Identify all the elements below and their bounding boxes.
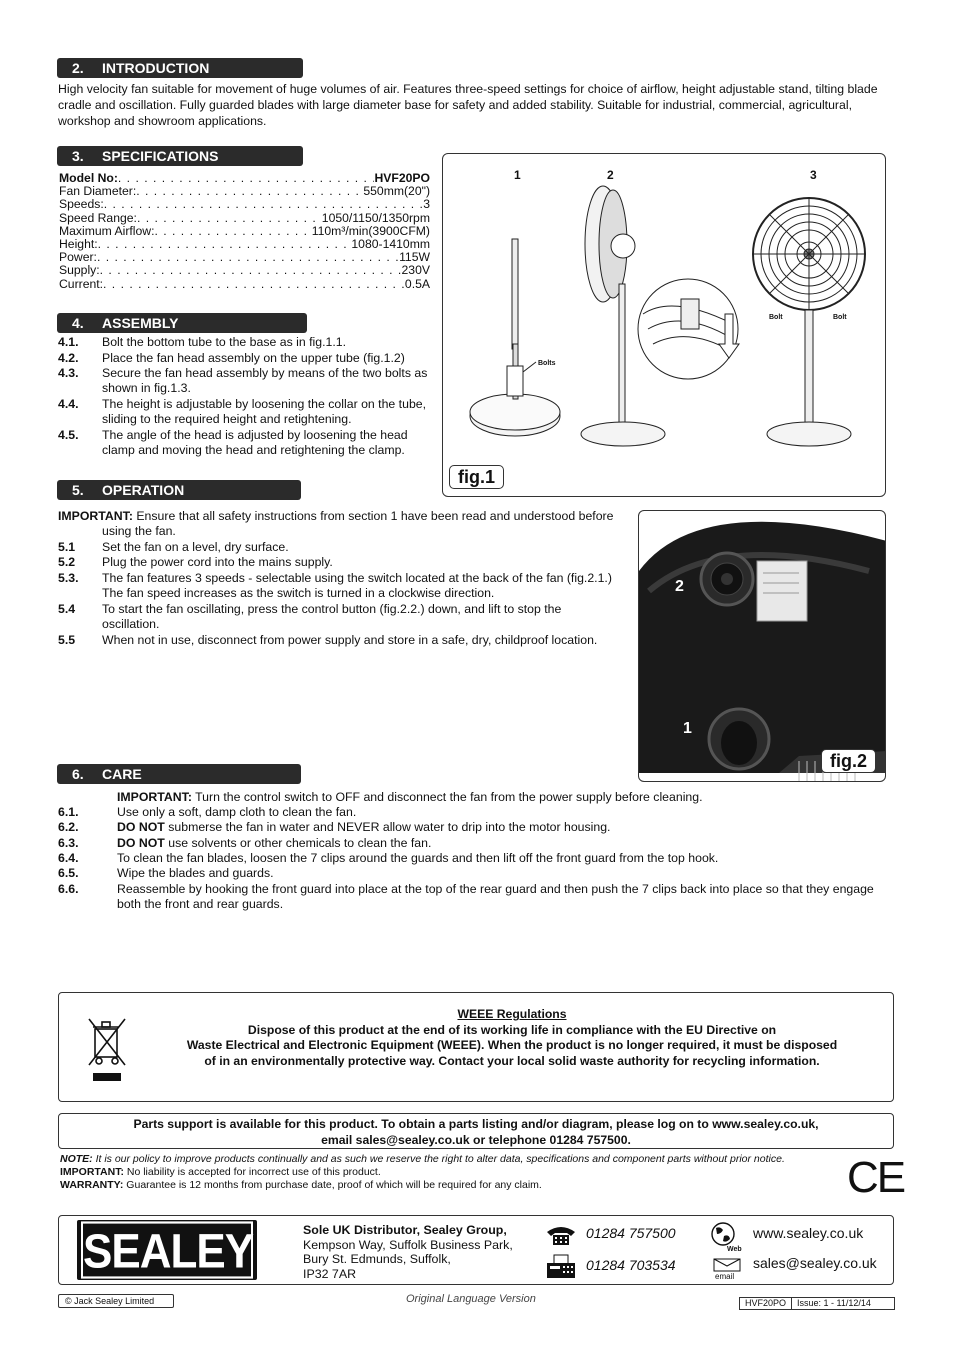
list-item — [58, 571, 622, 602]
note-text: It is our policy to improve products continually and as such we reserve the right to alter data, specifications and component parts without prior notice. — [92, 1153, 785, 1165]
spec-row — [59, 225, 430, 238]
item-body: Plug the power cord into the mains supply. — [102, 555, 333, 570]
item-number: 6.2. — [58, 820, 79, 835]
figure-1 — [442, 153, 886, 497]
item-number: 4.1. — [58, 335, 79, 349]
notes-block — [60, 1153, 820, 1192]
copyright-box — [58, 1294, 174, 1308]
item-text — [102, 397, 432, 428]
item-number: 4.5. — [58, 428, 79, 442]
section-title: ASSEMBLY — [102, 315, 179, 331]
spec-key: Fan Diameter: — [59, 185, 137, 199]
sealey-logo — [77, 1220, 257, 1280]
spec-row — [59, 264, 430, 277]
weee-title: WEEE Regulations — [457, 1007, 567, 1021]
spec-key: Speeds: — [59, 198, 104, 212]
notes-important-text: No liability is accepted for incorrect use of this product. — [123, 1166, 381, 1178]
email-link[interactable]: sales@sealey.co.uk — [753, 1255, 877, 1271]
item-text — [102, 335, 432, 350]
section-header-specifications — [57, 146, 303, 166]
fig1-label-2: 2 — [607, 168, 614, 182]
item-text — [102, 428, 432, 459]
list-item — [58, 428, 432, 459]
parts-line-2: email sales@sealey.co.uk or telephone 01284 757500. — [321, 1132, 631, 1147]
weee-box — [58, 992, 894, 1102]
section-number: 4. — [72, 315, 84, 331]
fan-assembly-illustration — [443, 154, 886, 497]
list-item — [58, 882, 897, 913]
fax-icon — [545, 1254, 577, 1280]
parts-support-box — [58, 1113, 894, 1149]
list-item — [58, 366, 432, 397]
item-number: 6.4. — [58, 850, 79, 865]
spec-value: 3 — [423, 198, 430, 212]
item-text — [102, 602, 622, 633]
weee-line-1: Dispose of this product at the end of its working life in compliance with the EU Directive on — [247, 1022, 777, 1037]
section-title: OPERATION — [102, 482, 185, 498]
spec-key: Model No: — [59, 172, 118, 185]
parts-line-1: Parts support is available for this product. To obtain a parts listing and/or diagram, please log on to www.sealey.co.uk, — [133, 1117, 819, 1131]
item-text — [117, 820, 897, 835]
item-number: 6.3. — [58, 835, 79, 850]
address-line-3: IP32 7AR — [303, 1266, 357, 1281]
item-number: 5.3. — [58, 570, 79, 585]
fax-number[interactable]: 01284 703534 — [586, 1257, 676, 1273]
spec-dot-leader — [154, 225, 311, 238]
item-number: 4.3. — [58, 366, 79, 380]
spec-dot-leader — [118, 172, 375, 185]
item-body: submerse the fan in water and NEVER allow water to drip into the motor housing. — [164, 820, 611, 835]
item-body: When not in use, disconnect from power supply and store in a safe, dry, childproof location. — [102, 632, 598, 647]
item-text — [117, 851, 897, 866]
item-body: Wipe the blades and guards. — [117, 866, 274, 881]
list-item — [58, 335, 432, 351]
item-text — [117, 805, 897, 820]
fig2-label-2: 2 — [675, 578, 684, 595]
spec-row — [59, 278, 430, 291]
important-label: IMPORTANT: — [58, 509, 133, 523]
warranty-text: Guarantee is 12 months from purchase date, proof of which will be required for any claim. — [123, 1179, 542, 1191]
spec-value: 230V — [401, 264, 430, 278]
list-item — [58, 805, 897, 820]
fig1-bolt-label-b: Bolt — [833, 314, 847, 321]
important-label: IMPORTANT: — [117, 790, 192, 804]
operation-important — [58, 509, 618, 541]
issue-date: Issue: 1 - 11/12/14 — [797, 1298, 871, 1308]
weee-line-2: Waste Electrical and Electronic Equipment (WEEE). When the product is no longer required, it must be disposed — [186, 1038, 838, 1052]
list-item — [58, 851, 897, 866]
fig1-label-3: 3 — [810, 168, 817, 182]
item-number: 5.5 — [58, 632, 76, 647]
footer-box — [58, 1215, 894, 1285]
item-text — [102, 571, 622, 602]
list-item — [58, 602, 622, 633]
item-text — [102, 633, 622, 648]
item-text — [102, 540, 622, 555]
item-number: 5.4 — [58, 601, 76, 616]
model-issue-box — [739, 1297, 895, 1310]
weee-text — [159, 1007, 865, 1069]
website-link[interactable]: www.sealey.co.uk — [753, 1225, 864, 1241]
spec-row — [59, 238, 430, 251]
distributor-name: Sole UK Distributor, Sealey Group, — [303, 1223, 507, 1237]
fig2-tag: fig.2 — [821, 749, 876, 773]
item-body: Reassemble by hooking the front guard into place at the top of the rear guard and then push the 7 clips back into place so that they engage both the front and rear guards. — [117, 881, 874, 911]
item-number: 6.5. — [58, 866, 79, 881]
spec-row — [59, 172, 430, 185]
list-item — [58, 397, 432, 428]
section-number: 2. — [72, 60, 84, 76]
section-header-assembly — [57, 313, 307, 333]
section-header-operation — [57, 480, 301, 500]
section-title: INTRODUCTION — [102, 60, 210, 76]
item-number: 5.2 — [58, 555, 76, 570]
spec-key: Supply: — [59, 264, 100, 278]
spec-row — [59, 212, 430, 225]
spec-row — [59, 251, 430, 264]
item-text — [102, 351, 432, 366]
spec-dot-leader — [104, 198, 423, 211]
note-label: NOTE: — [60, 1153, 93, 1165]
figure-2 — [638, 510, 886, 782]
fig1-bolts-label: Bolts — [538, 360, 556, 367]
crossed-bin-icon — [85, 1017, 129, 1085]
item-body: The angle of the head is adjusted by loosening the head clamp and moving the head and retightening the clamp. — [102, 428, 408, 458]
spec-row — [59, 198, 430, 211]
telephone-icon — [545, 1224, 577, 1246]
spec-key: Power: — [59, 251, 97, 265]
item-body: use solvents or other chemicals to clean the fan. — [164, 835, 432, 850]
email-icon-label: email — [715, 1272, 735, 1281]
fig1-tag: fig.1 — [449, 465, 504, 489]
item-emphasis: DO NOT — [117, 820, 165, 835]
item-body: The fan features 3 speeds - selectable using the switch located at the back of the fan (fig.2.1.) The fan speed increases as the switch is turned in a clockwise direction. — [102, 570, 612, 600]
spec-key: Current: — [59, 277, 104, 291]
spec-row — [59, 185, 430, 198]
address-line-2: Bury St. Edmunds, Suffolk, — [303, 1252, 451, 1266]
item-text — [117, 836, 897, 851]
list-item — [58, 866, 897, 881]
item-body: Secure the fan head assembly by means of the two bolts as shown in fig.1.3. — [102, 366, 428, 396]
intro-text: High velocity fan suitable for movement of huge volumes of air. Features three-speed settings for choice of airflow, height adjustable stand, tilting blade cradle and oscillation. Fully guarded blades with large diameter base for safety and added stability. Suitable for industrial, commercial, agricultural, workshop and showroom applications. — [58, 82, 878, 128]
address-line-1: Kempson Way, Suffolk Business Park, — [303, 1237, 513, 1252]
spec-key: Maximum Airflow: — [59, 224, 155, 238]
item-number: 5.1 — [58, 540, 76, 554]
section-title: CARE — [102, 766, 142, 782]
spec-dot-leader — [97, 251, 399, 264]
list-item — [58, 633, 622, 664]
spec-dot-leader — [98, 238, 352, 251]
spec-value: HVF20PO — [374, 172, 430, 185]
web-icon-label: Web — [727, 1246, 742, 1253]
model-code: HVF20PO — [740, 1298, 792, 1309]
sealey-logo-text: SEALEY — [81, 1221, 253, 1278]
parts-support-text — [59, 1117, 893, 1148]
item-number: 6.6. — [58, 881, 79, 896]
phone-number[interactable]: 01284 757500 — [586, 1225, 676, 1241]
item-body: Set the fan on a level, dry surface. — [102, 540, 289, 554]
section-number: 3. — [72, 148, 84, 164]
item-body: Use only a soft, damp cloth to clean the fan. — [117, 805, 357, 819]
item-number: 4.4. — [58, 397, 79, 411]
item-body: Bolt the bottom tube to the base as in fig.1.1. — [102, 335, 347, 349]
item-number: 4.2. — [58, 350, 79, 365]
spec-dot-leader — [137, 212, 322, 225]
list-item — [58, 820, 897, 835]
spec-table — [59, 172, 430, 291]
section-header-introduction — [57, 58, 303, 78]
section-title: SPECIFICATIONS — [102, 148, 219, 164]
item-text — [117, 866, 897, 881]
section-header-care — [57, 764, 301, 784]
fig1-bolt-label-a: Bolt — [769, 314, 783, 321]
item-body: To clean the fan blades, loosen the 7 clips around the guards and then lift off the front guard from the top hook. — [117, 850, 719, 865]
list-item — [58, 555, 622, 570]
spec-value: 1050/1150/1350rpm — [321, 211, 430, 225]
spec-value: 550mm(20") — [363, 185, 430, 199]
ce-mark: CE — [847, 1153, 905, 1202]
item-body: To start the fan oscillating, press the control button (fig.2.2.) down, and lift to stop the oscillation. — [102, 601, 562, 631]
item-text — [117, 882, 897, 913]
spec-dot-leader — [100, 264, 402, 277]
spec-dot-leader — [136, 185, 363, 198]
notes-important-label: IMPORTANT: — [60, 1166, 124, 1178]
item-number: 6.1. — [58, 805, 79, 819]
important-text: Ensure that all safety instructions from section 1 have been read and understood before using the fan. — [102, 509, 614, 539]
spec-dot-leader — [103, 278, 405, 291]
item-text — [102, 555, 622, 570]
spec-value: 110m³/min(3900CFM) — [311, 224, 430, 238]
fan-rear-photo — [639, 511, 886, 782]
item-emphasis: DO NOT — [117, 835, 165, 850]
copyright-text: © Jack Sealey Limited — [65, 1296, 155, 1306]
item-text — [102, 366, 432, 397]
section-number: 6. — [72, 766, 84, 782]
spec-key: Speed Range: — [59, 211, 137, 225]
item-body: Place the fan head assembly on the upper tube (fig.1.2) — [102, 350, 405, 365]
care-important — [117, 790, 897, 805]
spec-value: 1080-1410mm — [351, 237, 430, 251]
warranty-label: WARRANTY: — [60, 1179, 124, 1191]
list-item — [58, 540, 622, 555]
item-body: The height is adjustable by loosening the collar on the tube, sliding to the required height and retightening. — [102, 397, 427, 427]
fig2-label-1: 1 — [683, 720, 692, 737]
spec-value: 115W — [399, 251, 430, 265]
distributor-address — [303, 1223, 523, 1281]
important-text: Turn the control switch to OFF and disconnect the fan from the power supply before cleaning. — [195, 790, 703, 804]
spec-key: Height: — [59, 237, 98, 251]
fig1-label-1: 1 — [514, 168, 521, 182]
language-version: Original Language Version — [406, 1293, 536, 1305]
section-number: 5. — [72, 482, 84, 498]
list-item — [58, 351, 432, 367]
spec-value: 0.5A — [404, 277, 430, 291]
list-item — [58, 836, 897, 851]
weee-line-3: of in an environmentally protective way. Contact your local solid waste authority for recycling information. — [204, 1053, 820, 1068]
